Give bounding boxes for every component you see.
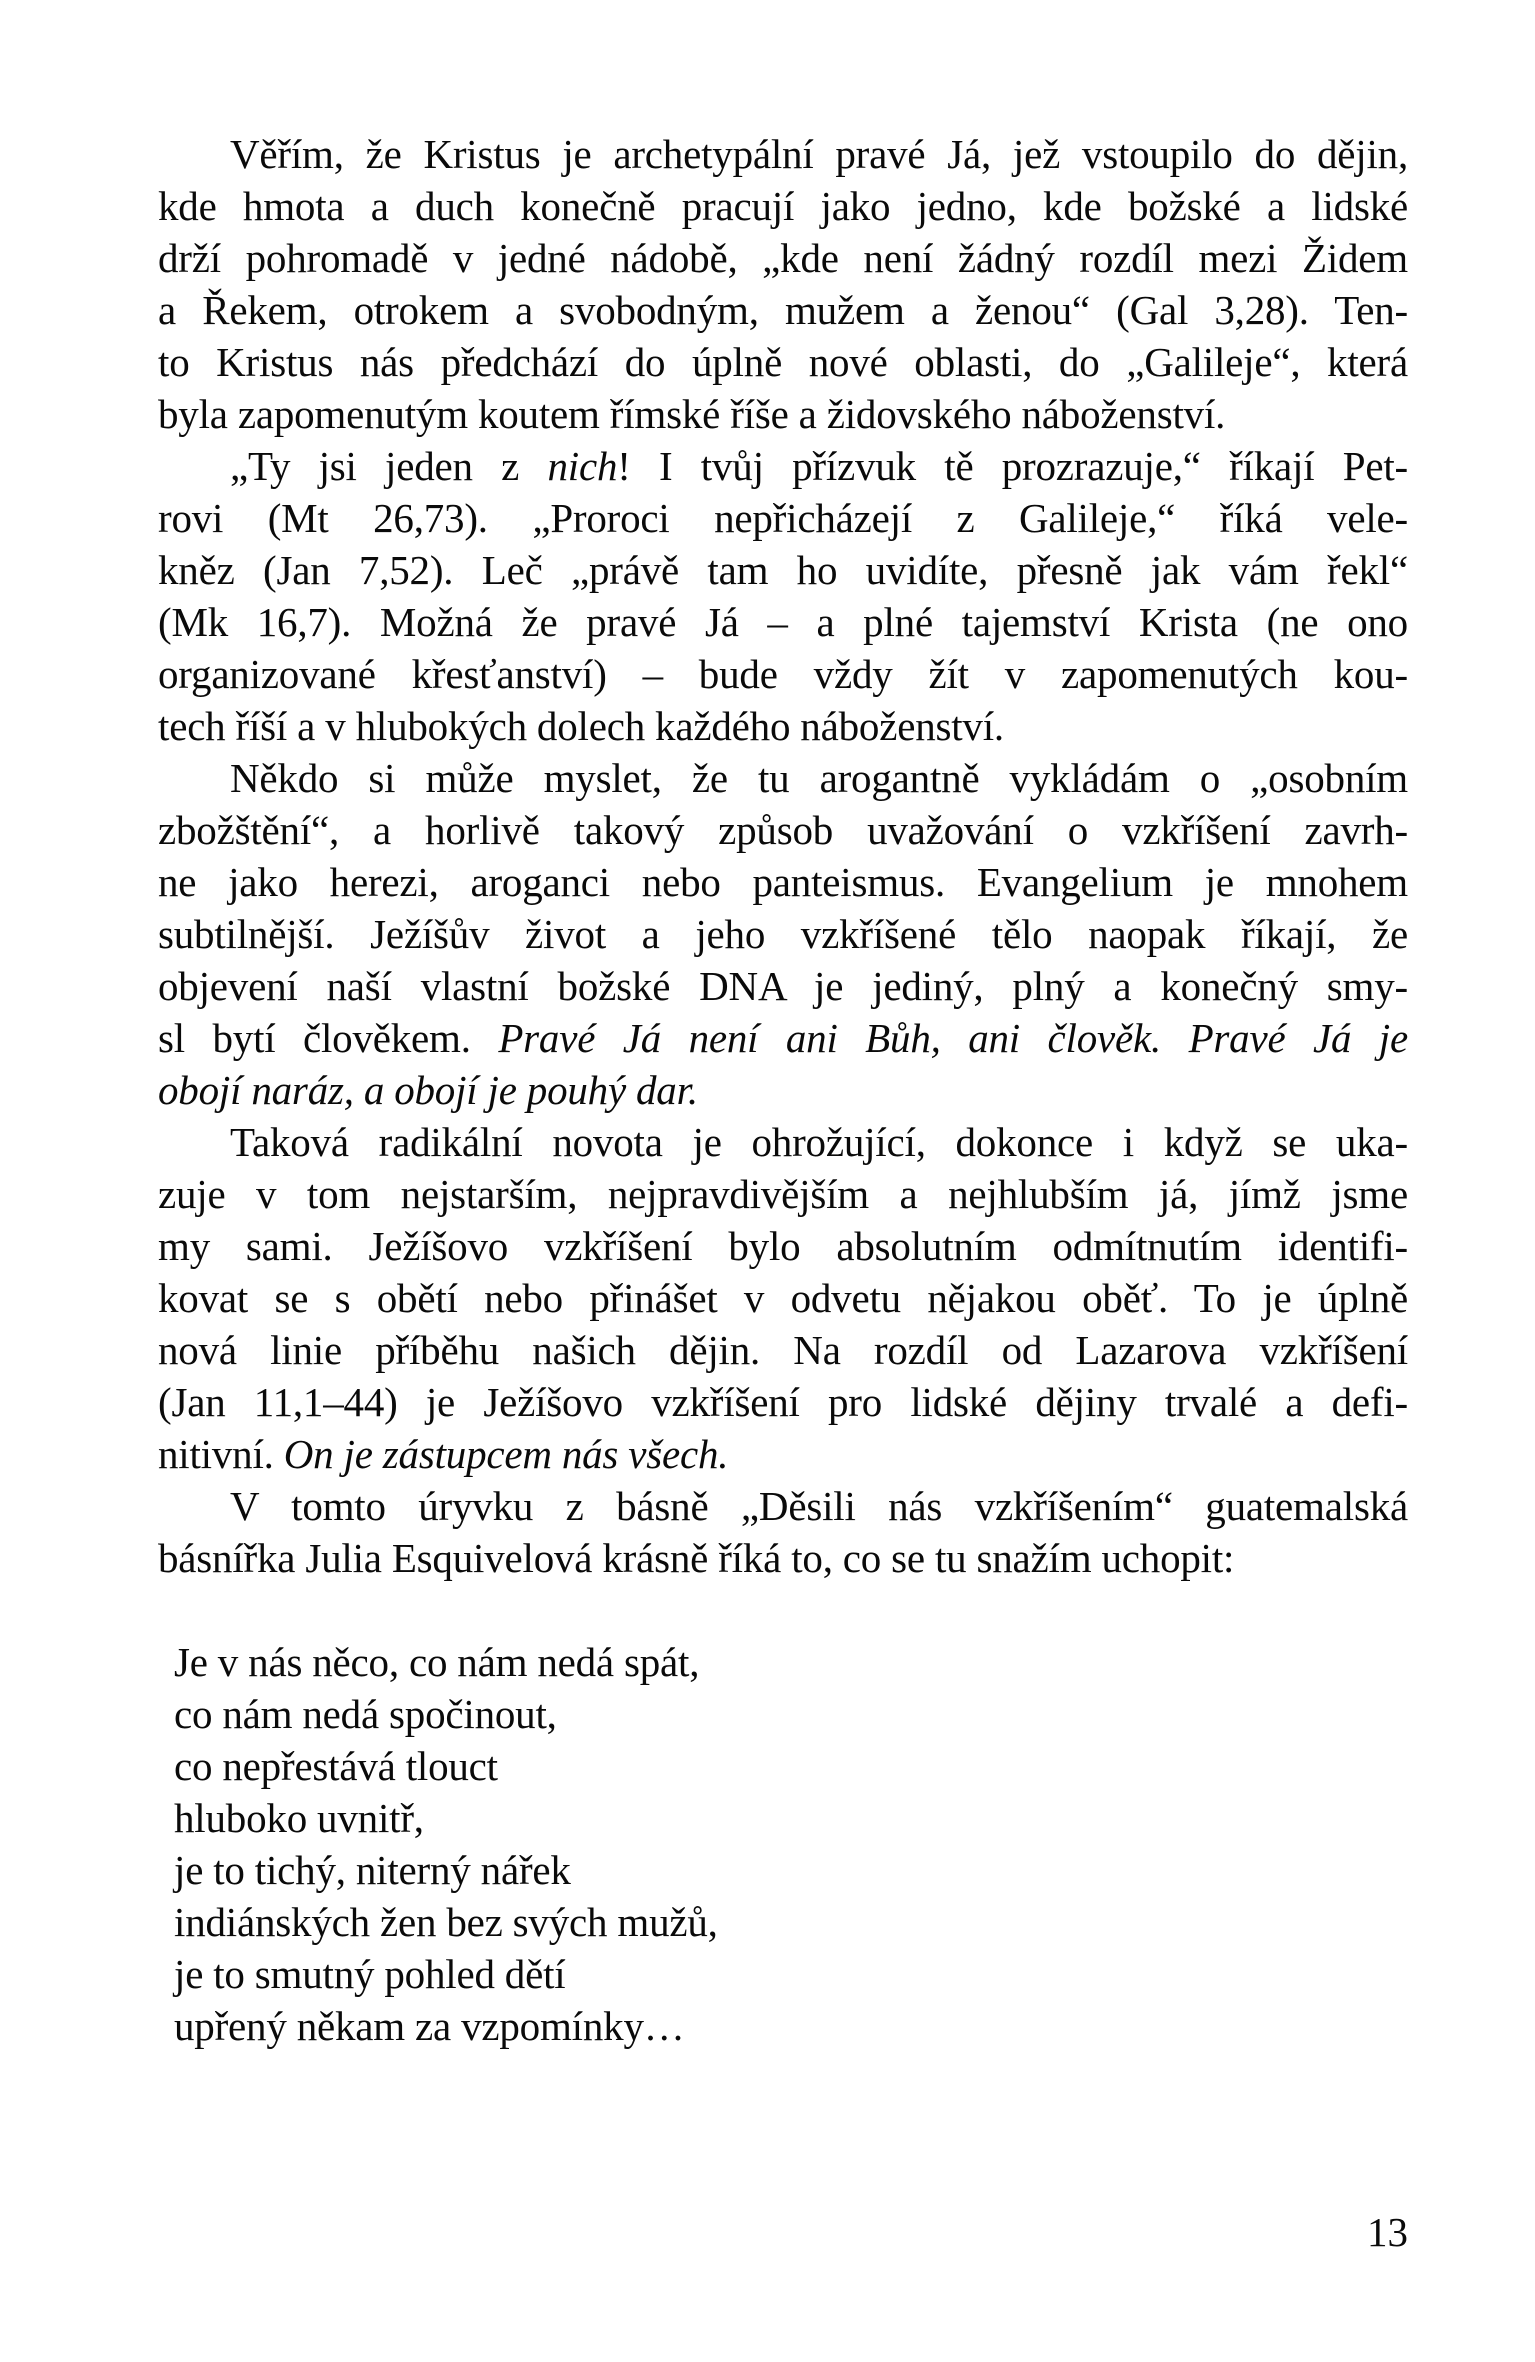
text-segment: Věřím, že Kristus je archetypální pravé Já, jež vstoupilo do dějin,	[230, 131, 1408, 177]
poem-line	[174, 1948, 1408, 2000]
text-line	[158, 128, 1408, 180]
text-segment: organizované křesťanství) – bude vždy žít v zapomenutých kou-	[158, 651, 1408, 697]
text-line	[158, 180, 1408, 232]
text-segment: ne jako herezi, aroganci nebo panteismus. Evangelium je mnohem	[158, 859, 1408, 905]
text-segment: subtilnější. Ježíšův život a jeho vzkříšené tělo naopak říkají, že	[158, 911, 1408, 957]
text-line	[158, 1532, 1408, 1584]
text-line	[158, 908, 1408, 960]
text-line	[158, 1012, 1408, 1064]
poem-line	[174, 1740, 1408, 1792]
text-segment: tech říší a v hlubokých dolech každého náboženství.	[158, 703, 1004, 749]
page-number: 13	[1367, 2209, 1408, 2255]
text-line	[158, 1376, 1408, 1428]
text-segment: kde hmota a duch konečně pracují jako jedno, kde božské a lidské	[158, 183, 1408, 229]
poem-line	[174, 1792, 1408, 1844]
text-segment: nová linie příběhu našich dějin. Na rozdíl od Lazarova vzkříšení	[158, 1327, 1408, 1373]
text-line	[158, 1324, 1408, 1376]
text-line	[158, 1428, 1408, 1480]
poem-line	[174, 1636, 1408, 1688]
text-segment: Taková radikální novota je ohrožující, dokonce i když se uka-	[230, 1119, 1408, 1165]
text-segment: kněz (Jan 7,52). Leč „právě tam ho uvidíte, přesně jak vám řekl“	[158, 547, 1408, 593]
text-segment: ! I tvůj přízvuk tě prozrazuje,“ říkají Pet-	[617, 443, 1408, 489]
text-segment: nich	[547, 443, 618, 489]
text-line	[158, 544, 1408, 596]
text-segment: my sami. Ježíšovo vzkříšení bylo absolutním odmítnutím identifi-	[158, 1223, 1408, 1269]
poem-line	[174, 1844, 1408, 1896]
text-segment: (Jan 11,1–44) je Ježíšovo vzkříšení pro lidské dějiny trvalé a defi-	[158, 1379, 1408, 1425]
text-line	[158, 596, 1408, 648]
text-line	[158, 440, 1408, 492]
text-line	[158, 388, 1408, 440]
text-segment: obojí naráz, a obojí je pouhý dar.	[158, 1067, 698, 1113]
text-line	[158, 232, 1408, 284]
text-segment: Někdo si může myslet, že tu arogantně vykládám o „osobním	[230, 755, 1408, 801]
paragraph	[158, 752, 1408, 1116]
text-line	[158, 648, 1408, 700]
text-segment: On je zástupcem nás všech.	[283, 1431, 729, 1477]
text-segment: co nepřestává tlouct	[174, 1743, 498, 1789]
text-segment: Je v nás něco, co nám nedá spát,	[174, 1639, 700, 1685]
text-segment: indiánských žen bez svých mužů,	[174, 1899, 718, 1945]
text-segment: zbožštění“, a horlivě takový způsob uvažování o vzkříšení zavrh-	[158, 807, 1408, 853]
text-line	[158, 1064, 1408, 1116]
paragraph	[158, 440, 1408, 752]
text-segment: hluboko uvnitř,	[174, 1795, 424, 1841]
text-line	[158, 1220, 1408, 1272]
text-segment: V tomto úryvku z básně „Děsili nás vzkříšením“ guatemalská	[230, 1483, 1408, 1529]
poem-excerpt	[158, 1636, 1408, 2052]
text-segment: kovat se s obětí nebo přinášet v odvetu nějakou oběť. To je úplně	[158, 1275, 1408, 1321]
text-segment: Pravé Já není ani Bůh, ani člověk. Pravé Já je	[498, 1015, 1408, 1061]
text-segment: nitivní.	[158, 1431, 284, 1477]
paragraph	[158, 1116, 1408, 1480]
text-line	[158, 856, 1408, 908]
text-line	[158, 700, 1408, 752]
text-line	[158, 492, 1408, 544]
text-segment: „Ty jsi jeden z	[230, 443, 548, 489]
text-line	[158, 1116, 1408, 1168]
text-line	[158, 1480, 1408, 1532]
paragraph	[158, 1480, 1408, 1584]
poem-line	[174, 1896, 1408, 1948]
text-segment: drží pohromadě v jedné nádobě, „kde není žádný rozdíl mezi Židem	[158, 235, 1408, 281]
poem-line	[174, 1688, 1408, 1740]
text-line	[158, 336, 1408, 388]
text-segment: to Kristus nás předchází do úplně nové oblasti, do „Galileje“, která	[158, 339, 1408, 385]
text-segment: je to tichý, niterný nářek	[174, 1847, 571, 1893]
text-segment: zuje v tom nejstarším, nejpravdivějším a nejhlubším já, jímž jsme	[158, 1171, 1408, 1217]
text-line	[158, 1272, 1408, 1324]
text-line	[158, 284, 1408, 336]
body-text	[158, 128, 1408, 2052]
text-segment: co nám nedá spočinout,	[174, 1691, 557, 1737]
text-segment: sl bytí člověkem.	[158, 1015, 499, 1061]
poem-line	[174, 2000, 1408, 2052]
text-segment: a Řekem, otrokem a svobodným, mužem a ženou“ (Gal 3,28). Ten-	[158, 287, 1408, 333]
paragraph	[158, 128, 1408, 440]
text-segment: (Mk 16,7). Možná že pravé Já – a plné tajemství Krista (ne ono	[158, 599, 1408, 645]
text-segment: je to smutný pohled dětí	[174, 1951, 566, 1997]
text-segment: básnířka Julia Esquivelová krásně říká to, co se tu snažím uchopit:	[158, 1535, 1235, 1581]
text-line	[158, 960, 1408, 1012]
text-line	[158, 804, 1408, 856]
text-segment: rovi (Mt 26,73). „Proroci nepřicházejí z Galileje,“ říká vele-	[158, 495, 1408, 541]
text-line	[158, 1168, 1408, 1220]
text-segment: objevení naší vlastní božské DNA je jediný, plný a konečný smy-	[158, 963, 1408, 1009]
text-segment: upřený někam za vzpomínky…	[174, 2003, 685, 2049]
text-line	[158, 752, 1408, 804]
text-segment: byla zapomenutým koutem římské říše a židovského náboženství.	[158, 391, 1226, 437]
